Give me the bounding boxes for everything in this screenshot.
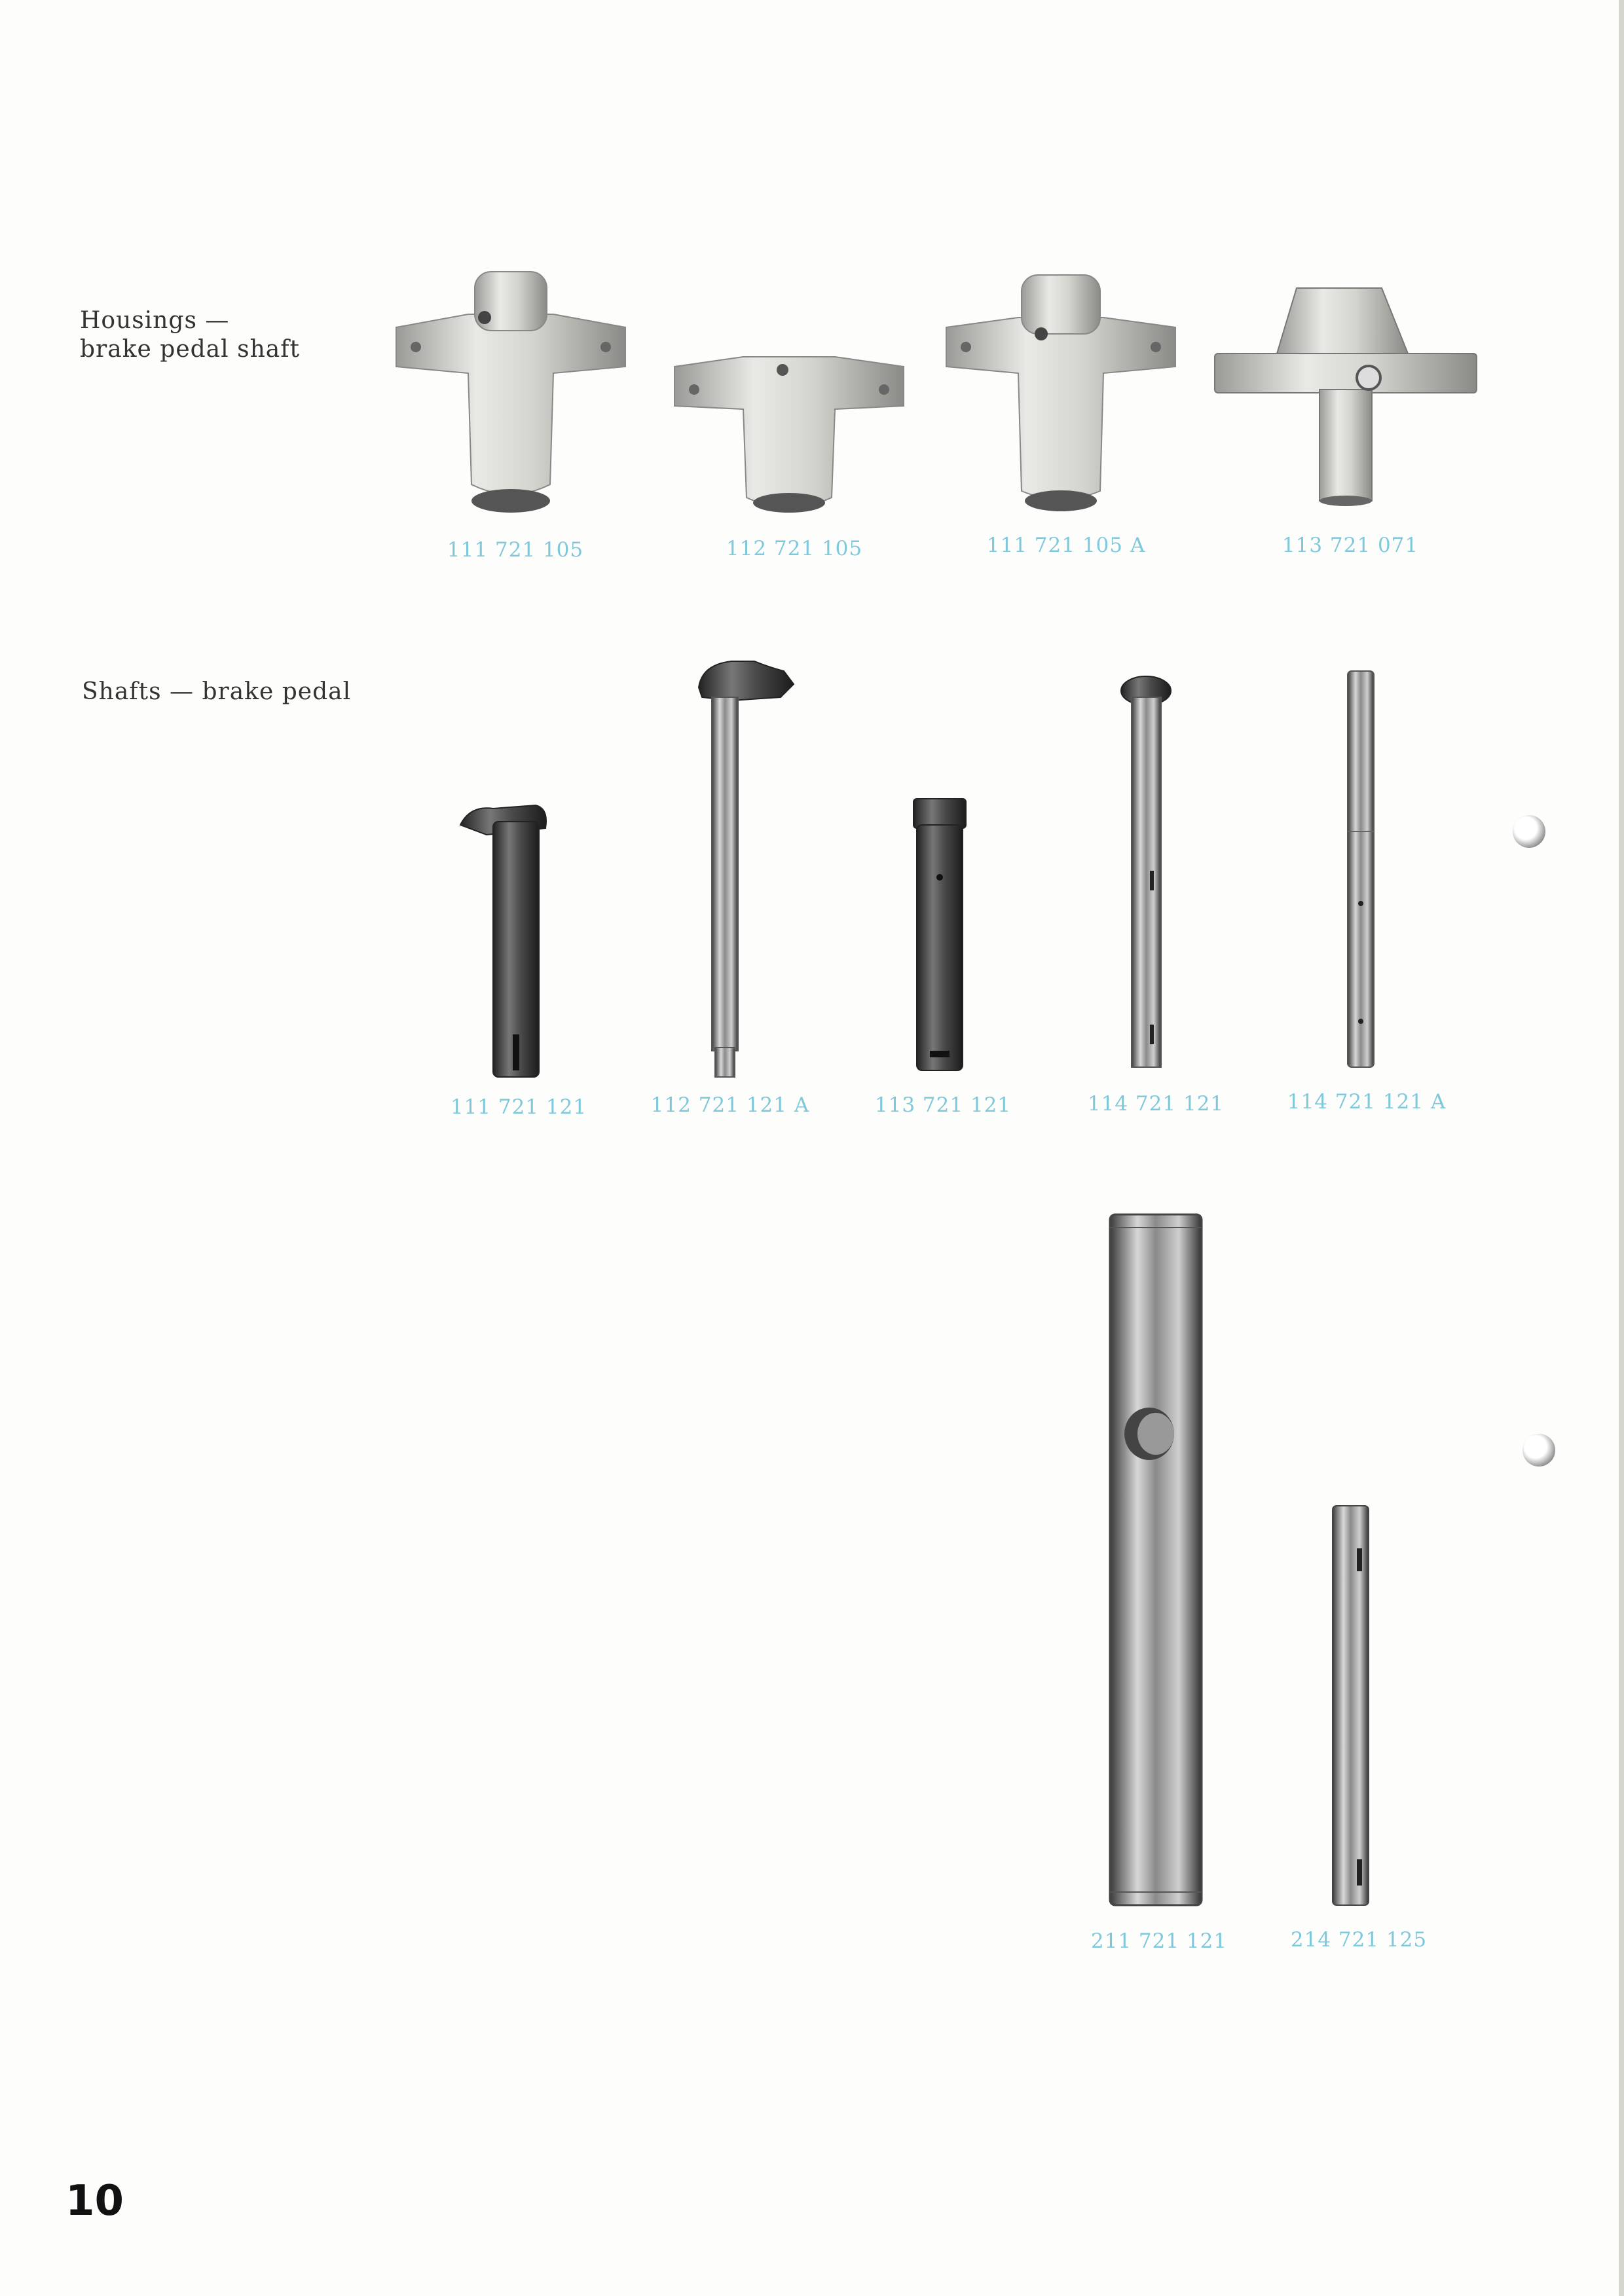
part-number: 113 721 071 [1282, 534, 1419, 557]
housings-section-label [80, 306, 300, 364]
part-number: 111 721 105 A [986, 534, 1146, 557]
shaft-211-721-121-image [1107, 1211, 1205, 1908]
part-number: 112 721 121 A [650, 1093, 810, 1117]
part-number: 111 721 105 [447, 538, 584, 562]
part-number: 113 721 121 [874, 1093, 1012, 1117]
housing-111-721-105-a-image [943, 272, 1179, 520]
part-number: 211 721 121 [1090, 1929, 1228, 1953]
housings-label-line1: Housings — [80, 307, 230, 334]
page-number: 10 [65, 2177, 124, 2225]
part-number: 114 721 121 [1087, 1092, 1225, 1116]
page-edge [1619, 0, 1624, 2296]
housing-111-721-105-image [390, 268, 632, 520]
binder-hole [1522, 1434, 1555, 1467]
shaft-114-721-121-image [1118, 674, 1174, 1074]
shafts-section-label: Shafts — brake pedal [82, 678, 352, 705]
part-number: 214 721 125 [1290, 1928, 1428, 1952]
housing-112-721-105-image [671, 354, 907, 520]
binder-hole [1513, 815, 1545, 848]
shaft-214-721-125-image [1329, 1503, 1372, 1908]
shaft-111-721-121-image [457, 802, 552, 1080]
housings-label-line2: brake pedal shaft [80, 336, 301, 363]
part-number: 111 721 121 [450, 1095, 587, 1119]
shaft-112-721-121-a-image [695, 658, 797, 1080]
shaft-114-721-121-a-image [1342, 668, 1378, 1070]
housing-113-721-071-image [1211, 278, 1480, 511]
part-number: 112 721 105 [726, 537, 863, 560]
shaft-113-721-121-image [907, 795, 972, 1074]
part-number: 114 721 121 A [1287, 1090, 1447, 1114]
